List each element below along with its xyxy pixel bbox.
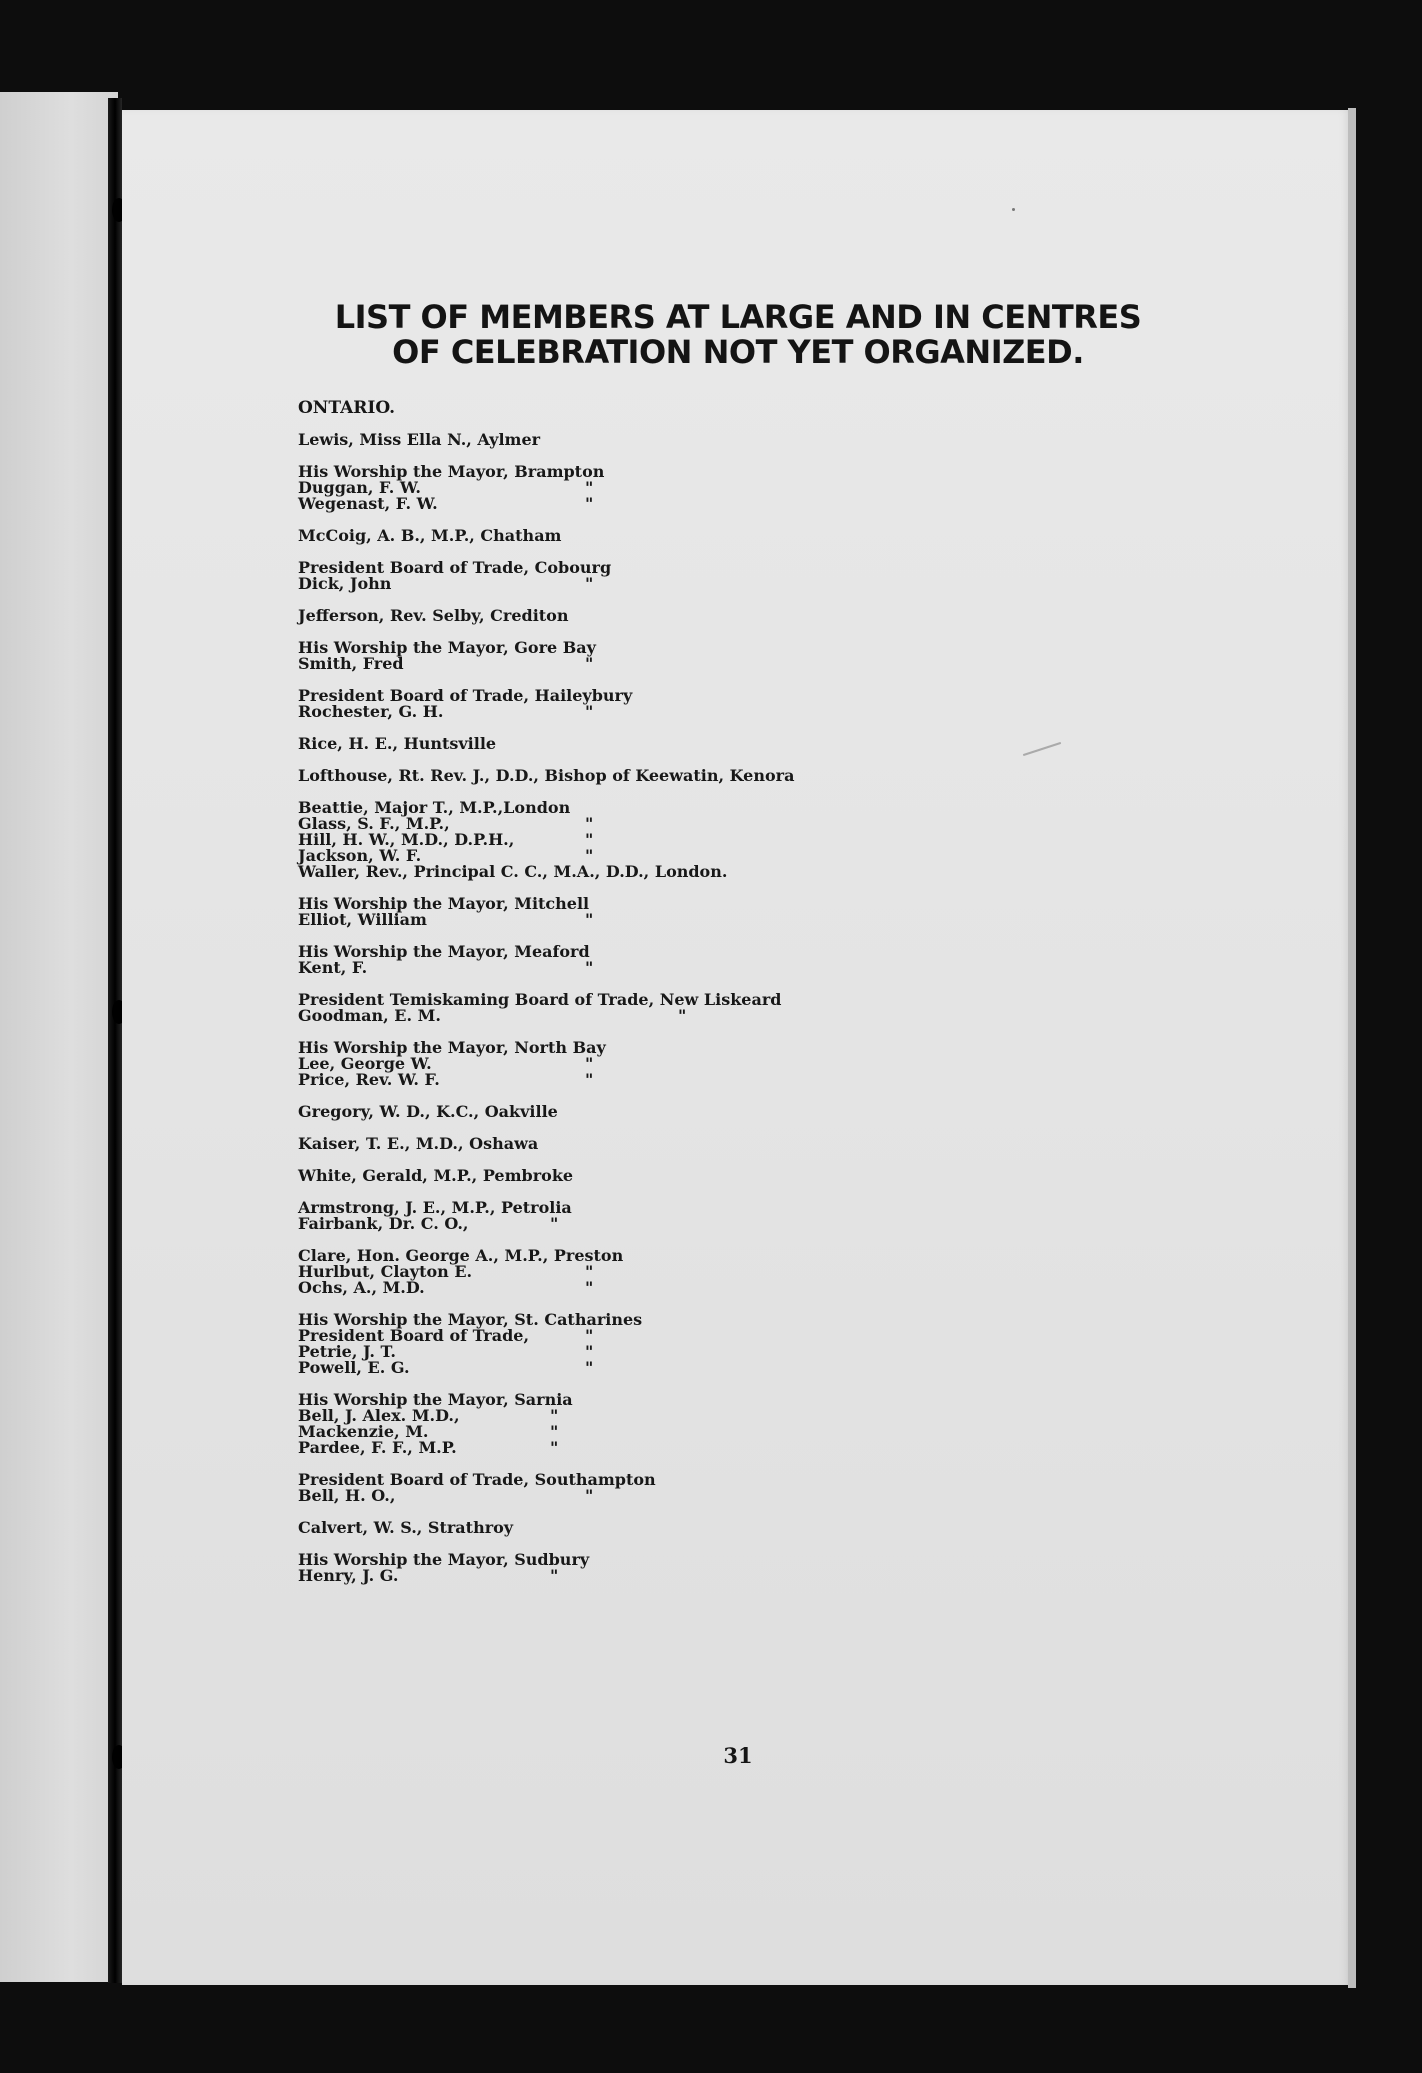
ditto-mark: "	[585, 574, 594, 593]
member-entry	[298, 576, 998, 592]
member-entry-text: Hill, H. W., M.D., D.P.H.,	[298, 830, 515, 849]
member-group	[298, 1520, 998, 1536]
member-group	[298, 1392, 998, 1456]
ditto-mark: "	[585, 846, 594, 865]
member-entry-text: President Board of Trade, Southampton	[298, 1470, 656, 1489]
member-entry-text: White, Gerald, M.P., Pembroke	[298, 1166, 574, 1185]
member-group	[298, 528, 998, 544]
member-entry	[298, 944, 998, 960]
member-entry	[298, 432, 998, 448]
ditto-mark: "	[585, 814, 594, 833]
section-heading: ONTARIO.	[298, 398, 396, 418]
member-entry-text: Armstrong, J. E., M.P., Petrolia	[298, 1198, 572, 1217]
member-entry	[298, 704, 998, 720]
ditto-mark: "	[585, 1278, 594, 1297]
ditto-mark: "	[585, 1070, 594, 1089]
member-entry-text: Lee, George W.	[298, 1054, 432, 1073]
member-entry	[298, 496, 998, 512]
member-group	[298, 1200, 998, 1232]
member-entry-text: President Temiskaming Board of Trade, New Liskeard	[298, 990, 782, 1009]
member-entry-text: His Worship the Mayor, St. Catharines	[298, 1310, 643, 1329]
ditto-mark: "	[585, 494, 594, 513]
member-entry-text: Price, Rev. W. F.	[298, 1070, 440, 1089]
ditto-mark: "	[550, 1566, 559, 1585]
member-entry-text: His Worship the Mayor, Brampton	[298, 462, 605, 481]
member-entry-text: Fairbank, Dr. C. O.,	[298, 1214, 469, 1233]
ditto-mark: "	[678, 1006, 687, 1025]
member-group	[298, 1312, 998, 1376]
page-title-line-1: LIST OF MEMBERS AT LARGE AND IN CENTRES	[334, 298, 1142, 336]
member-entry-text: His Worship the Mayor, Meaford	[298, 942, 590, 961]
member-entry-text: His Worship the Mayor, Mitchell	[298, 894, 590, 913]
member-entry-text: Rice, H. E., Huntsville	[298, 734, 497, 753]
ditto-mark: "	[585, 702, 594, 721]
member-entry-text: Lewis, Miss Ella N., Aylmer	[298, 430, 541, 449]
member-group	[298, 800, 998, 880]
ditto-mark: "	[585, 1262, 594, 1281]
member-entry-text: Henry, J. G.	[298, 1566, 399, 1585]
member-group	[298, 560, 998, 592]
member-entry-text: President Board of Trade,	[298, 1326, 530, 1345]
ditto-mark: "	[585, 1342, 594, 1361]
ditto-mark: "	[585, 830, 594, 849]
member-group	[298, 992, 998, 1024]
member-entry-text: Clare, Hon. George A., M.P., Preston	[298, 1246, 624, 1265]
member-entry-text: Lofthouse, Rt. Rev. J., D.D., Bishop of Keewatin, Kenora	[298, 766, 795, 785]
member-entry-text: Bell, J. Alex. M.D.,	[298, 1406, 460, 1425]
member-entry	[298, 1472, 998, 1488]
ditto-mark: "	[550, 1214, 559, 1233]
ditto-mark: "	[585, 478, 594, 497]
member-entry	[298, 1440, 998, 1456]
member-group	[298, 1104, 998, 1120]
member-entry-text: Rochester, G. H.	[298, 702, 444, 721]
member-entry-text: His Worship the Mayor, Sarnia	[298, 1390, 573, 1409]
member-group	[298, 432, 998, 448]
member-group	[298, 1248, 998, 1296]
ditto-mark: "	[585, 910, 594, 929]
member-group	[298, 736, 998, 752]
member-entry-text: His Worship the Mayor, Gore Bay	[298, 638, 596, 657]
member-group	[298, 1136, 998, 1152]
member-entry-text: Ochs, A., M.D.	[298, 1278, 425, 1297]
member-entry	[298, 864, 998, 880]
ditto-mark: "	[550, 1422, 559, 1441]
member-entry	[298, 1520, 998, 1536]
member-entry-text: Elliot, William	[298, 910, 427, 929]
member-group	[298, 1168, 998, 1184]
member-entry-text: Bell, H. O.,	[298, 1486, 396, 1505]
member-entry-text: Mackenzie, M.	[298, 1422, 429, 1441]
member-entry	[298, 1328, 998, 1344]
page-right-edge	[1348, 108, 1356, 1988]
ditto-mark: "	[550, 1406, 559, 1425]
member-entry-text: His Worship the Mayor, Sudbury	[298, 1550, 590, 1569]
member-entry	[298, 656, 998, 672]
member-entry	[298, 1360, 998, 1376]
member-entry-text: Petrie, J. T.	[298, 1342, 396, 1361]
member-entry	[298, 608, 998, 624]
member-group	[298, 1472, 998, 1504]
ditto-mark: "	[585, 654, 594, 673]
member-entry	[298, 1280, 998, 1296]
member-entry	[298, 1168, 998, 1184]
member-entry-text: Kaiser, T. E., M.D., Oshawa	[298, 1134, 539, 1153]
member-entry	[298, 560, 998, 576]
member-entry	[298, 1488, 998, 1504]
member-entry-text: McCoig, A. B., M.P., Chatham	[298, 526, 562, 545]
facing-page-edge	[0, 92, 118, 1982]
member-entry-text: Glass, S. F., M.P.,	[298, 814, 450, 833]
page-title-line-2: OF CELEBRATION NOT YET ORGANIZED.	[392, 333, 1084, 371]
member-entry-text: Duggan, F. W.	[298, 478, 421, 497]
member-entry	[298, 960, 998, 976]
member-entry	[298, 528, 998, 544]
member-entry	[298, 1136, 998, 1152]
member-entry-text: Powell, E. G.	[298, 1358, 410, 1377]
member-entry-text: Jefferson, Rev. Selby, Crediton	[298, 606, 569, 625]
member-entry-text: His Worship the Mayor, North Bay	[298, 1038, 606, 1057]
member-entry-text: Hurlbut, Clayton E.	[298, 1262, 473, 1281]
member-group	[298, 896, 998, 928]
ditto-mark: "	[585, 1326, 594, 1345]
member-entry-text: Pardee, F. F., M.P.	[298, 1438, 457, 1457]
member-entry-text: Dick, John	[298, 574, 392, 593]
member-entry-text: Beattie, Major T., M.P.,London	[298, 798, 571, 817]
member-entry	[298, 1104, 998, 1120]
member-entry-text: Goodman, E. M.	[298, 1006, 441, 1025]
member-entry	[298, 1008, 998, 1024]
ditto-mark: "	[585, 958, 594, 977]
member-group	[298, 464, 998, 512]
scan-scratch	[1023, 742, 1062, 756]
member-entry-text: Calvert, W. S., Strathroy	[298, 1518, 514, 1537]
member-entry-text: Gregory, W. D., K.C., Oakville	[298, 1102, 558, 1121]
member-list	[298, 432, 998, 1584]
member-entry-text: Kent, F.	[298, 958, 368, 977]
member-entry	[298, 736, 998, 752]
member-entry	[298, 1552, 998, 1568]
member-entry	[298, 1072, 998, 1088]
member-entry-text: President Board of Trade, Haileybury	[298, 686, 633, 705]
ditto-mark: "	[585, 1486, 594, 1505]
member-entry-text: Wegenast, F. W.	[298, 494, 438, 513]
member-entry	[298, 912, 998, 928]
book-gutter	[108, 98, 122, 1983]
member-group	[298, 640, 998, 672]
document-page	[122, 110, 1354, 1985]
member-group	[298, 1040, 998, 1088]
scan-speck	[1012, 208, 1015, 211]
member-group	[298, 768, 998, 784]
ditto-mark: "	[585, 1054, 594, 1073]
ditto-mark: "	[585, 1358, 594, 1377]
page-number: 31	[723, 1743, 753, 1768]
ditto-mark: "	[550, 1438, 559, 1457]
member-group	[298, 688, 998, 720]
member-group	[298, 1552, 998, 1584]
member-entry-text: President Board of Trade, Cobourg	[298, 558, 612, 577]
member-entry	[298, 1216, 998, 1232]
member-entry-text: Jackson, W. F.	[298, 846, 422, 865]
member-entry	[298, 768, 998, 784]
member-group	[298, 944, 998, 976]
member-entry-text: Waller, Rev., Principal C. C., M.A., D.D., London.	[298, 862, 728, 881]
member-entry-text: Smith, Fred	[298, 654, 404, 673]
member-entry	[298, 1568, 998, 1584]
member-group	[298, 608, 998, 624]
